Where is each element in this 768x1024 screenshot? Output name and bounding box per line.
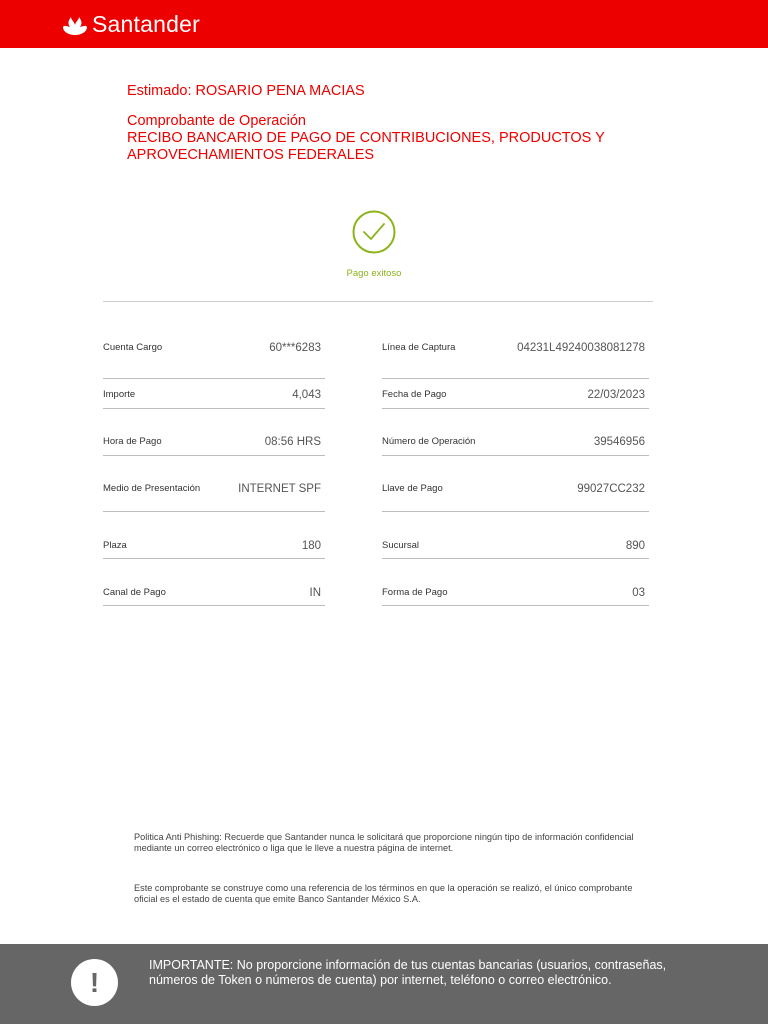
field-canal-pago xyxy=(103,587,325,606)
field-value: 04231L49240038081278 xyxy=(517,342,645,354)
field-value: INTERNET SPF xyxy=(238,483,321,495)
field-value: 03 xyxy=(632,587,645,599)
header-section xyxy=(127,83,757,164)
field-label: Canal de Pago xyxy=(103,587,166,598)
reference-notice: Este comprobante se construye como una referencia de los términos en que la operación se realizó, el único comprobante oficial es el estado de cuenta que emite Banco Santander México S.A. xyxy=(134,883,633,904)
field-label: Sucursal xyxy=(382,540,419,551)
field-cuenta-cargo xyxy=(103,342,325,379)
divider xyxy=(103,301,653,302)
operation-title: Comprobante de Operación xyxy=(127,113,306,129)
field-label: Cuenta Cargo xyxy=(103,342,163,353)
field-medio-presentacion xyxy=(103,483,325,512)
top-bar xyxy=(0,0,768,48)
field-value: 39546956 xyxy=(593,436,645,448)
field-hora-pago xyxy=(103,436,325,456)
field-label: Forma de Pago xyxy=(382,587,448,598)
field-label: Medio de Presentación xyxy=(103,483,201,494)
greeting: Estimado: ROSARIO PENA MACIAS xyxy=(127,83,365,99)
field-value: 60***6283 xyxy=(269,342,321,354)
footer-warning-text: IMPORTANTE: No proporcione información de tus cuentas bancarias (usuarios, contraseñas, números de Token o números de cuenta) por internet, teléfono o correo electrónico. xyxy=(149,958,667,987)
field-fecha-pago xyxy=(382,389,649,409)
field-value: IN xyxy=(309,587,321,599)
field-value: 180 xyxy=(301,540,321,552)
field-importe xyxy=(103,389,325,409)
field-label: Número de Operación xyxy=(382,436,476,447)
field-forma-pago xyxy=(382,587,649,606)
field-label: Plaza xyxy=(103,540,127,551)
field-label: Línea de Captura xyxy=(382,342,456,353)
field-numero-operacion xyxy=(382,436,649,456)
field-value: 99027CC232 xyxy=(577,483,645,495)
exclamation-icon: ! xyxy=(71,959,118,1006)
status-label: Pago exitoso xyxy=(346,268,402,279)
field-value: 08:56 HRS xyxy=(264,436,321,448)
field-label: Hora de Pago xyxy=(103,436,162,447)
field-label: Fecha de Pago xyxy=(382,389,447,400)
payment-status xyxy=(0,210,748,279)
brand-name: Santander xyxy=(92,10,200,37)
santander-flame-icon xyxy=(62,12,88,36)
field-label: Llave de Pago xyxy=(382,483,443,494)
field-value: 4,043 xyxy=(292,389,321,401)
field-plaza xyxy=(103,540,325,559)
santander-logo[interactable] xyxy=(62,10,200,38)
anti-phishing-notice: Politica Anti Phishing: Recuerde que Santander nunca le solicitará que proporcione ningún tipo de información confidencial mediante un correo electrónico o liga que le lleve a nuestra página de internet. xyxy=(134,832,634,853)
field-value: 890 xyxy=(625,540,645,552)
receipt-title: RECIBO BANCARIO DE PAGO DE CONTRIBUCIONES, PRODUCTOS Y APROVECHAMIENTOS FEDERALES xyxy=(127,130,605,163)
field-llave-pago xyxy=(382,483,649,512)
check-circle-icon xyxy=(352,210,396,254)
field-label: Importe xyxy=(103,389,136,400)
field-sucursal xyxy=(382,540,649,559)
field-linea-captura xyxy=(382,342,649,379)
field-value: 22/03/2023 xyxy=(587,389,645,401)
